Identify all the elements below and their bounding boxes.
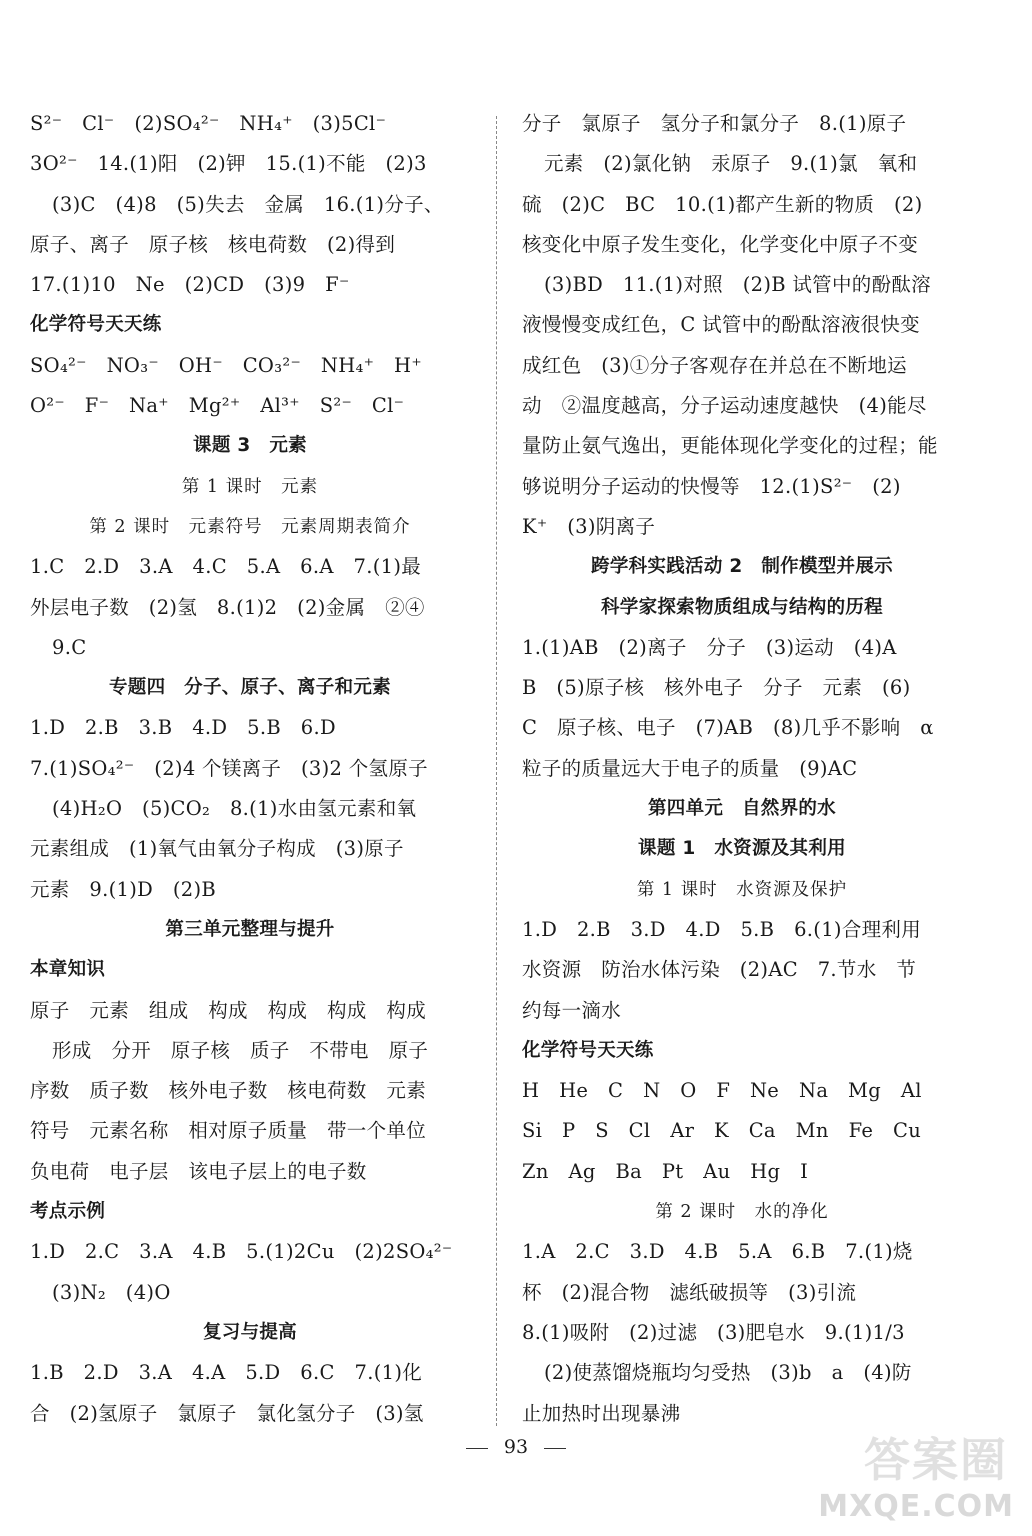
answer-line: 动 ②温度越高，分子运动速度越快 (4)能尽: [522, 394, 927, 418]
answer-line: 元素 (2)氯化钠 汞原子 9.(1)氯 氧和: [544, 152, 918, 176]
answer-line: 水资源 防治水体污染 (2)AC 7.节水 节: [522, 958, 917, 982]
answer-line: (3)BD 11.(1)对照 (2)B 试管中的酚酞溶: [544, 273, 931, 297]
answer-line: (3)N₂ (4)O: [52, 1280, 171, 1304]
answer-line: 1.B 2.D 3.A 4.A 5.D 6.C 7.(1)化: [30, 1361, 423, 1385]
answer-line: 元素 9.(1)D (2)B: [30, 877, 217, 901]
answer-line: SO₄²⁻ NO₃⁻ OH⁻ CO₃²⁻ NH₄⁺ H⁺: [30, 353, 422, 377]
section-heading: 化学符号天天练: [522, 1039, 654, 1061]
answer-line: 序数 质子数 核外电子数 核电荷数 元素: [30, 1079, 427, 1103]
answer-line: 17.(1)10 Ne (2)CD (3)9 F⁻: [30, 273, 350, 297]
section-heading: 第 1 课时 元素: [181, 476, 319, 497]
answer-line: S²⁻ Cl⁻ (2)SO₄²⁻ NH₄⁺ (3)5Cl⁻: [30, 112, 387, 135]
answer-line: Zn Ag Ba Pt Au Hg I: [522, 1159, 809, 1183]
answer-line: 约每一滴水: [522, 998, 622, 1022]
answer-line: 1.D 2.C 3.A 4.B 5.(1)2Cu (2)2SO₄²⁻: [30, 1240, 453, 1264]
answer-line: 负电荷 电子层 该电子层上的电子数: [30, 1159, 367, 1183]
answer-line: 1.D 2.B 3.B 4.D 5.B 6.D: [30, 716, 336, 740]
answer-line: 杯 (2)混合物 滤纸破损等 (3)引流: [522, 1280, 857, 1304]
answer-line: 1.(1)AB (2)离子 分子 (3)运动 (4)A: [522, 635, 897, 659]
section-heading: 复习与提高: [202, 1321, 297, 1343]
page-number: 93: [503, 1436, 529, 1458]
answer-line: 成红色 (3)①分子客观存在并总在不断地运: [522, 353, 907, 377]
watermark-url: MXQE.COM: [818, 1489, 1014, 1524]
column-divider: [496, 116, 497, 1426]
answer-line: 3O²⁻ 14.(1)阳 (2)钾 15.(1)不能 (2)3: [30, 152, 427, 176]
footer-dash-right: [544, 1448, 566, 1449]
answer-line: 1.D 2.B 3.D 4.D 5.B 6.(1)合理利用: [522, 917, 922, 941]
watermark: [814, 1424, 1014, 1524]
section-heading: 化学符号天天练: [30, 314, 162, 336]
answer-line: 元素组成 (1)氧气由氧分子构成 (3)原子: [30, 837, 404, 861]
answer-line: 1.C 2.D 3.A 4.C 5.A 6.A 7.(1)最: [30, 555, 422, 579]
answer-line: 7.(1)SO₄²⁻ (2)4 个镁离子 (3)2 个氢原子: [30, 756, 428, 780]
answer-line: (4)H₂O (5)CO₂ 8.(1)水由氢元素和氧: [52, 797, 417, 821]
section-heading: 第 2 课时 水的净化: [655, 1202, 829, 1223]
section-heading: 本章知识: [30, 959, 106, 981]
answer-line: 符号 元素名称 相对原子质量 带一个单位: [30, 1119, 427, 1143]
watermark-logo: 答案圈: [864, 1433, 1008, 1487]
answer-line: 合 (2)氢原子 氯原子 氯化氢分子 (3)氢: [30, 1401, 424, 1425]
section-heading: 科学家探索物质组成与结构的历程: [600, 596, 883, 618]
section-heading: 考点示例: [30, 1201, 106, 1223]
left-column: [30, 104, 470, 1434]
section-heading: 第四单元 自然界的水: [647, 798, 836, 820]
answer-line: 够说明分子运动的快慢等 12.(1)S²⁻ (2): [522, 474, 901, 498]
answer-line: 止加热时出现暴沸: [522, 1401, 681, 1425]
footer-dash-left: [466, 1448, 488, 1449]
answer-line: B (5)原子核 核外电子 分子 元素 (6): [522, 676, 911, 700]
answer-line: 分子 氯原子 氢分子和氯分子 8.(1)原子: [522, 112, 907, 135]
answer-line: 9.C: [52, 635, 87, 659]
answer-line: 原子、离子 原子核 核电荷数 (2)得到: [30, 232, 396, 256]
answer-line: 1.A 2.C 3.D 4.B 5.A 6.B 7.(1)烧: [522, 1240, 913, 1264]
section-heading: 跨学科实践活动 2 制作模型并展示: [591, 556, 893, 578]
answer-line: 量防止氨气逸出，更能体现化学变化的过程；能: [522, 434, 938, 458]
answer-line: 粒子的质量远大于电子的质量 (9)AC: [522, 756, 858, 780]
answer-line: 外层电子数 (2)氢 8.(1)2 (2)金属 ②④: [30, 595, 425, 619]
answer-line: K⁺ (3)阴离子: [522, 514, 656, 538]
answer-line: Si P S Cl Ar K Ca Mn Fe Cu: [522, 1119, 922, 1143]
section-heading: 第 1 课时 水资源及保护: [636, 879, 848, 900]
answer-line: 原子 元素 组成 构成 构成 构成 构成: [30, 998, 427, 1022]
answer-line: 硫 (2)C BC 10.(1)都产生新的物质 (2): [522, 192, 923, 216]
answer-line: 形成 分开 原子核 质子 不带电 原子: [52, 1038, 429, 1062]
answer-line: H He C N O F Ne Na Mg Al: [522, 1079, 922, 1103]
answer-line: 液慢慢变成红色，C 试管中的酚酞溶液很快变: [522, 313, 920, 337]
section-heading: 课题 1 水资源及其利用: [638, 838, 846, 860]
answer-line: 核变化中原子发生变化，化学变化中原子不变: [522, 232, 919, 256]
answer-line: (2)使蒸馏烧瓶均匀受热 (3)b a (4)防: [544, 1361, 912, 1385]
section-heading: 课题 3 元素: [193, 435, 307, 457]
right-column: [522, 104, 962, 1434]
section-heading: 第三单元整理与提升: [165, 918, 335, 940]
answer-line: O²⁻ F⁻ Na⁺ Mg²⁺ Al³⁺ S²⁻ Cl⁻: [30, 394, 405, 418]
answer-line: (3)C (4)8 (5)失去 金属 16.(1)分子、: [52, 192, 444, 216]
section-heading: 专题四 分子、原子、离子和元素: [108, 677, 391, 699]
answer-line: 8.(1)吸附 (2)过滤 (3)肥皂水 9.(1)1/3: [522, 1320, 905, 1344]
section-heading: 第 2 课时 元素符号 元素周期表简介: [89, 516, 411, 537]
answer-line: C 原子核、电子 (7)AB (8)几乎不影响 α: [522, 716, 934, 740]
